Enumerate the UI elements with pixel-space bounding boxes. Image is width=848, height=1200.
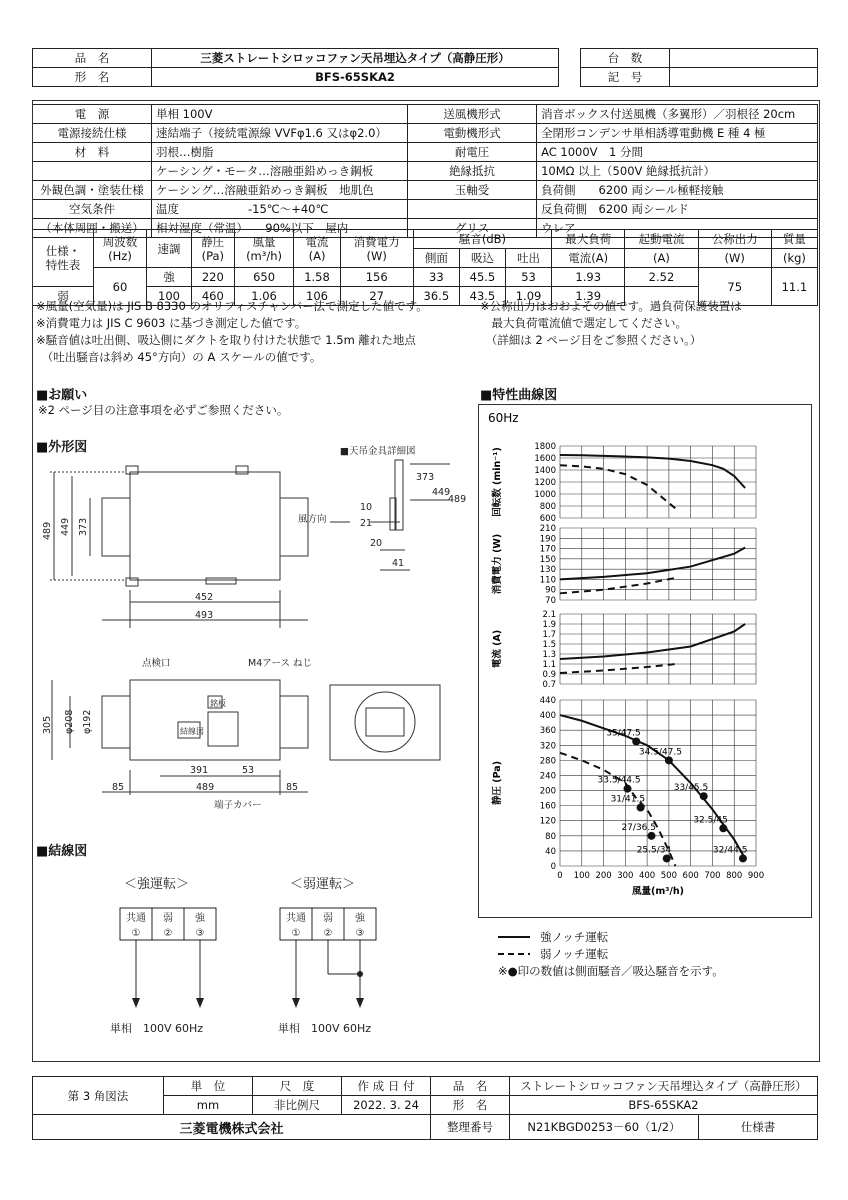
noise-marker xyxy=(663,854,671,862)
notes-left: ※風量(空気量)は JIS B 8330 のオリフィスチャンバー法で測定した値です。 ※消費電力は JIS C 9603 に基づき測定した値です。 ※騒音値は吐出側、吸込側にダクトを取り付けた状態で 1.5m 離れた地点 （吐出騒音は斜め 45°方向）の A スケールの値です。 xyxy=(36,299,428,364)
doc-type: 仕様書 xyxy=(699,1115,818,1140)
detail-dim-10: 10 xyxy=(360,502,373,513)
perf-value: 650 xyxy=(234,268,294,287)
spec-cell: 単相 100V xyxy=(152,105,408,124)
company: 三菱電機株式会社 xyxy=(33,1115,431,1140)
perf-row-strong xyxy=(33,268,818,287)
y-tick-label: 80 xyxy=(545,831,556,842)
noise-annotation: 25.5/34 xyxy=(636,845,672,856)
spec-row xyxy=(33,105,818,124)
y-tick-label: 110 xyxy=(539,575,556,586)
noise-marker xyxy=(739,854,747,862)
spec-cell: 消音ボックス付送風機（多翼形）／羽根径 20cm xyxy=(537,105,818,124)
dim-53: 53 xyxy=(242,765,255,776)
perf-table xyxy=(32,229,818,306)
spec-cell: ケーシング・モータ…溶融亜鉛めっき鋼板 xyxy=(152,162,408,181)
y-tick-label: 1800 xyxy=(534,442,556,452)
notes-right: ※公称出力はおおよその値です。過負荷保護装置は 最大負荷電流値で選定してください。 （詳細は 2 ページ目をご参照ください。） xyxy=(480,299,742,347)
noise-annotation: 32/44.5 xyxy=(712,845,748,856)
spec-cell: 10MΩ 以上（500V 絶縁抵抗計） xyxy=(537,162,818,181)
noise-side-header: 側面 xyxy=(413,249,459,268)
spec-cell: 玉軸受 xyxy=(408,181,537,200)
y-tick-label: 170 xyxy=(539,544,556,555)
noise-marker xyxy=(624,785,632,793)
spec-cell: 反負荷側 6200 両シールド xyxy=(537,200,818,219)
y-tick-label: 1.9 xyxy=(542,620,556,630)
spec-cell: グリス xyxy=(408,219,537,238)
wind-direction-label: 風方向 xyxy=(298,514,327,525)
output-value: 75 xyxy=(698,268,771,306)
weak-weak: 弱 xyxy=(323,913,333,924)
y-tick-label: 800 xyxy=(539,502,556,512)
earth-screw-label: M4アース ねじ xyxy=(248,658,313,669)
seiri: N21KBGD0253－60（1/2） xyxy=(510,1115,699,1140)
x-tick-label: 200 xyxy=(595,871,612,881)
y-tick-label: 120 xyxy=(539,816,556,827)
spec-cell: 材 料 xyxy=(33,143,152,162)
spec-cell: 温度 -15℃～+40℃ xyxy=(152,200,408,219)
katamei-value: BFS-65SKA2 xyxy=(152,68,559,87)
y-tick-label: 160 xyxy=(539,801,556,812)
y-tick-label: 400 xyxy=(539,711,556,722)
y-tick-label: 90 xyxy=(545,585,556,596)
hinmei-value: 三菱ストレートシロッコファン天吊埋込タイプ（高静圧形） xyxy=(152,49,559,68)
unit: mm xyxy=(164,1096,253,1115)
speed-value: 強 xyxy=(147,268,192,287)
y-tick-label: 1200 xyxy=(534,478,556,488)
scale: 非比例尺 xyxy=(253,1096,342,1115)
daisu-label: 台 数 xyxy=(581,49,670,68)
spec-cell: AC 1000V 1 分間 xyxy=(537,143,818,162)
y-tick-label: 1.1 xyxy=(542,660,556,670)
mass-value: 11.1 xyxy=(771,268,817,306)
wiring-diagram xyxy=(110,870,410,1050)
count-table xyxy=(580,48,818,87)
spec-cell: ケーシング…溶融亜鉛めっき鋼板 地肌色 xyxy=(152,181,408,200)
strong-strong: 強 xyxy=(195,913,205,924)
noise-discharge-header: 吐出 xyxy=(506,249,552,268)
dim-493: 493 xyxy=(195,610,214,621)
strong-power: 単相 100V 60Hz xyxy=(110,1022,204,1035)
y-tick-label: 1400 xyxy=(534,466,556,476)
noise-suction-header: 吸込 xyxy=(459,249,505,268)
current-header: 電流 (A) xyxy=(294,230,340,268)
strong-num-1: ① xyxy=(131,928,141,939)
wiring-label: 結線図 xyxy=(180,727,204,736)
plan-body xyxy=(130,680,280,760)
noise-annotation: 35/47.5 xyxy=(606,728,641,739)
spec-cell: 相対湿度（常温） 90%以下 屋内 xyxy=(152,219,408,238)
y-tick-label: 280 xyxy=(539,756,556,767)
spec-cell: 外観色調・塗装仕様 xyxy=(33,181,152,200)
y-tick-label: 40 xyxy=(545,846,556,857)
y-tick-label: 130 xyxy=(539,565,556,576)
spec-cell: 全閉形コンデンサ単相誘導電動機 E 種 4 極 xyxy=(537,124,818,143)
weak-series-line xyxy=(560,465,675,508)
spec-cell: 送風機形式 xyxy=(408,105,537,124)
detail-dim-41: 41 xyxy=(392,558,405,569)
spec-cell: 電 源 xyxy=(33,105,152,124)
onegai-header: ■お願い xyxy=(36,388,88,403)
spec-cell: 絶縁抵抗 xyxy=(408,162,537,181)
footer-hinmei-label: 品 名 xyxy=(431,1077,510,1096)
perf-value: 460 xyxy=(192,287,235,306)
x-tick-label: 0 xyxy=(557,871,563,881)
kigo-label: 記 号 xyxy=(581,68,670,87)
mass-unit: (kg) xyxy=(771,249,817,268)
y-tick-label: 0.7 xyxy=(542,680,556,690)
dim-85-right: 85 xyxy=(286,782,299,793)
footer-katamei-label: 形 名 xyxy=(431,1096,510,1115)
perf-label: 仕様・ 特性表 xyxy=(33,230,94,287)
footer-hinmei: ストレートシロッコファン天吊埋込タイプ（高静圧形） xyxy=(510,1077,818,1096)
katamei-label: 形 名 xyxy=(33,68,152,87)
output-header: 公称出力 xyxy=(698,230,771,249)
spec-cell: 耐電圧 xyxy=(408,143,537,162)
weak-num-3: ③ xyxy=(355,928,365,939)
perf-value: 1.09 xyxy=(506,287,552,306)
speed-header: 速調 xyxy=(147,230,192,268)
y-tick-label: 440 xyxy=(539,696,556,706)
detail-dim-449: 449 xyxy=(432,487,451,498)
freq-value: 60 xyxy=(94,268,147,306)
spec-cell: 負荷側 6200 両シール極軽接触 xyxy=(537,181,818,200)
y-axis-label: 電流 (A) xyxy=(492,629,503,669)
weak-strong: 強 xyxy=(355,913,365,924)
spec-cell: 羽根…樹脂 xyxy=(152,143,408,162)
footer-table xyxy=(32,1076,818,1140)
title-table xyxy=(32,48,559,87)
terminal-cover-label: 端子カバー xyxy=(214,800,262,811)
y-tick-label: 1600 xyxy=(534,454,556,464)
x-tick-label: 300 xyxy=(617,871,634,881)
noise-annotation: 27/36.5 xyxy=(621,822,656,833)
spec-row xyxy=(33,162,818,181)
strong-series-line xyxy=(560,455,745,488)
perf-value: 100 xyxy=(147,287,192,306)
mass-header: 質量 xyxy=(771,230,817,249)
dim-452: 452 xyxy=(195,592,214,603)
noise-annotation: 33.5/44.5 xyxy=(597,775,641,786)
noise-header: 騒音(dB) xyxy=(413,230,551,249)
weak-num-2: ② xyxy=(323,928,333,939)
perf-value: 2.52 xyxy=(625,268,698,287)
startcur-unit: (A) xyxy=(625,249,698,268)
strong-num-2: ② xyxy=(163,928,173,939)
x-axis-label: 風量(m³/h) xyxy=(632,886,684,897)
weak-series-line xyxy=(560,664,675,673)
y-tick-label: 150 xyxy=(539,554,556,565)
spec-table xyxy=(32,104,818,238)
perf-value: 156 xyxy=(340,268,413,287)
dim-391: 391 xyxy=(190,765,209,776)
side-body xyxy=(330,685,440,760)
characteristic-chart xyxy=(478,404,812,918)
outline-drawing xyxy=(30,440,470,820)
legend-note: ※●印の数値は側面騒音／吸込騒音を示す。 xyxy=(498,964,724,978)
perf-value: 106 xyxy=(294,287,340,306)
perf-value: 36.5 xyxy=(413,287,459,306)
perf-value: 33 xyxy=(413,268,459,287)
spec-cell: 速結端子（接続電源線 VVFφ1.6 又はφ2.0） xyxy=(152,124,408,143)
noise-marker xyxy=(665,756,673,764)
y-tick-label: 210 xyxy=(539,524,556,534)
legend-lines xyxy=(496,930,536,960)
method: 第 3 角図法 xyxy=(33,1077,164,1115)
weak-num-1: ① xyxy=(291,928,301,939)
dim-208: φ208 xyxy=(64,709,75,734)
gaikei-header: ■外形図 xyxy=(36,440,88,455)
noise-marker xyxy=(647,832,655,840)
spec-row xyxy=(33,124,818,143)
weak-series-line xyxy=(560,578,675,593)
dim-85-left: 85 xyxy=(112,782,125,793)
y-axis-label: 静圧 (Pa) xyxy=(492,760,503,806)
maxcur-unit: 電流(A) xyxy=(552,249,625,268)
spec-cell: 電源接続仕様 xyxy=(33,124,152,143)
spec-row xyxy=(33,181,818,200)
perf-value: 220 xyxy=(192,268,235,287)
noise-annotation: 33/45.5 xyxy=(673,783,709,794)
detail-label: ■天吊金具詳細図 xyxy=(340,446,416,457)
y-tick-label: 190 xyxy=(539,534,556,545)
x-tick-label: 500 xyxy=(660,871,678,881)
detail-dim-489: 489 xyxy=(448,494,467,505)
onegai-text: ※2 ページ目の注意事項を必ずご参照ください。 xyxy=(38,403,289,417)
spec-cell xyxy=(33,162,152,181)
y-tick-label: 2.1 xyxy=(542,610,556,620)
y-tick-label: 0 xyxy=(550,862,556,872)
front-outlet xyxy=(280,498,308,556)
dim-489-plan: 489 xyxy=(196,782,215,793)
perf-value: 27 xyxy=(340,287,413,306)
spec-cell: 空気条件 xyxy=(33,200,152,219)
flow-header: 風量 (m³/h) xyxy=(234,230,294,268)
maxcur-header: 最大負荷 xyxy=(552,230,625,249)
x-tick-label: 800 xyxy=(726,871,743,881)
perf-value: 43.5 xyxy=(459,287,505,306)
perf-value: 1.06 xyxy=(234,287,294,306)
x-tick-label: 700 xyxy=(704,871,721,881)
noise-annotation: 34.5/47.5 xyxy=(638,747,683,758)
tokusei-header: ■特性曲線図 xyxy=(480,388,558,403)
dim-192: φ192 xyxy=(82,709,93,734)
x-tick-label: 900 xyxy=(747,871,765,881)
detail-dim-373: 373 xyxy=(416,472,435,483)
noise-annotation: 31/41.5 xyxy=(610,794,646,805)
y-tick-label: 1.3 xyxy=(542,650,556,660)
spec-row xyxy=(33,200,818,219)
unit-label: 単 位 xyxy=(164,1077,253,1096)
perf-value: 1.39 xyxy=(552,287,625,306)
nameplate-label: 銘板 xyxy=(210,699,226,708)
perf-value: 45.5 xyxy=(459,268,505,287)
seiri-label: 整理番号 xyxy=(431,1115,510,1140)
hinmei-label: 品 名 xyxy=(33,49,152,68)
dim-449: 449 xyxy=(60,517,71,536)
y-tick-label: 1000 xyxy=(534,490,556,500)
dim-373: 373 xyxy=(78,517,89,536)
noise-marker xyxy=(700,792,708,800)
y-tick-label: 200 xyxy=(539,786,556,797)
scale-label: 尺 度 xyxy=(253,1077,342,1096)
pressure-header: 静圧 (Pa) xyxy=(192,230,235,268)
x-tick-label: 100 xyxy=(573,871,590,881)
perf-value: 1.58 xyxy=(294,268,340,287)
dim-489: 489 xyxy=(42,521,53,540)
y-tick-label: 320 xyxy=(539,741,556,752)
x-tick-label: 600 xyxy=(682,871,699,881)
y-tick-label: 0.9 xyxy=(542,670,556,680)
perf-value: 1.93 xyxy=(552,268,625,287)
y-tick-label: 240 xyxy=(539,771,556,782)
spec-cell xyxy=(408,200,537,219)
noise-marker xyxy=(632,738,640,746)
startcur-header: 起動電流 xyxy=(625,230,698,249)
weak-power: 単相 100V 60Hz xyxy=(278,1022,372,1035)
speed-value: 弱 xyxy=(33,287,94,306)
perf-value: 53 xyxy=(506,268,552,287)
y-axis-label: 消費電力 (W) xyxy=(492,533,503,595)
weak-title: ＜弱運転＞ xyxy=(290,877,356,892)
weak-common: 共通 xyxy=(286,913,306,924)
strong-series-line xyxy=(560,548,745,580)
y-tick-label: 600 xyxy=(539,514,556,524)
x-tick-label: 400 xyxy=(638,871,656,881)
date-label: 作 成 日 付 xyxy=(342,1077,431,1096)
date: 2022. 3. 24 xyxy=(342,1096,431,1115)
noise-marker xyxy=(719,824,727,832)
chart-title: 60Hz xyxy=(488,411,519,425)
strong-common: 共通 xyxy=(126,913,146,924)
dim-305: 305 xyxy=(42,715,53,734)
spec-cell: （本体周囲・搬送） xyxy=(33,219,152,238)
noise-marker xyxy=(637,804,645,812)
spec-row xyxy=(33,143,818,162)
legend-weak: 弱ノッチ運転 xyxy=(540,947,609,961)
y-tick-label: 70 xyxy=(545,596,556,606)
inspection-port-label: 点検口 xyxy=(142,658,171,669)
strong-title: ＜強運転＞ xyxy=(124,877,190,892)
front-inlet xyxy=(102,498,130,556)
y-tick-label: 1.5 xyxy=(542,640,556,650)
strong-num-3: ③ xyxy=(195,928,205,939)
power-header: 消費電力 (W) xyxy=(340,230,413,268)
output-unit: (W) xyxy=(698,249,771,268)
footer-katamei: BFS-65SKA2 xyxy=(510,1096,818,1115)
spec-cell: ウレア xyxy=(537,219,818,238)
detail-dim-21: 21 xyxy=(360,518,373,529)
detail-dim-20: 20 xyxy=(370,538,383,549)
y-tick-label: 1.7 xyxy=(542,630,556,640)
y-tick-label: 360 xyxy=(539,726,556,737)
freq-header: 周波数 (Hz) xyxy=(94,230,147,268)
legend-strong: 強ノッチ運転 xyxy=(540,930,609,944)
kessen-header: ■結線図 xyxy=(36,844,88,859)
front-body xyxy=(130,472,280,580)
strong-weak: 弱 xyxy=(163,913,173,924)
spec-cell: 電動機形式 xyxy=(408,124,537,143)
noise-annotation: 32.5/45 xyxy=(693,815,728,826)
y-axis-label: 回転数 (min⁻¹) xyxy=(492,447,503,517)
